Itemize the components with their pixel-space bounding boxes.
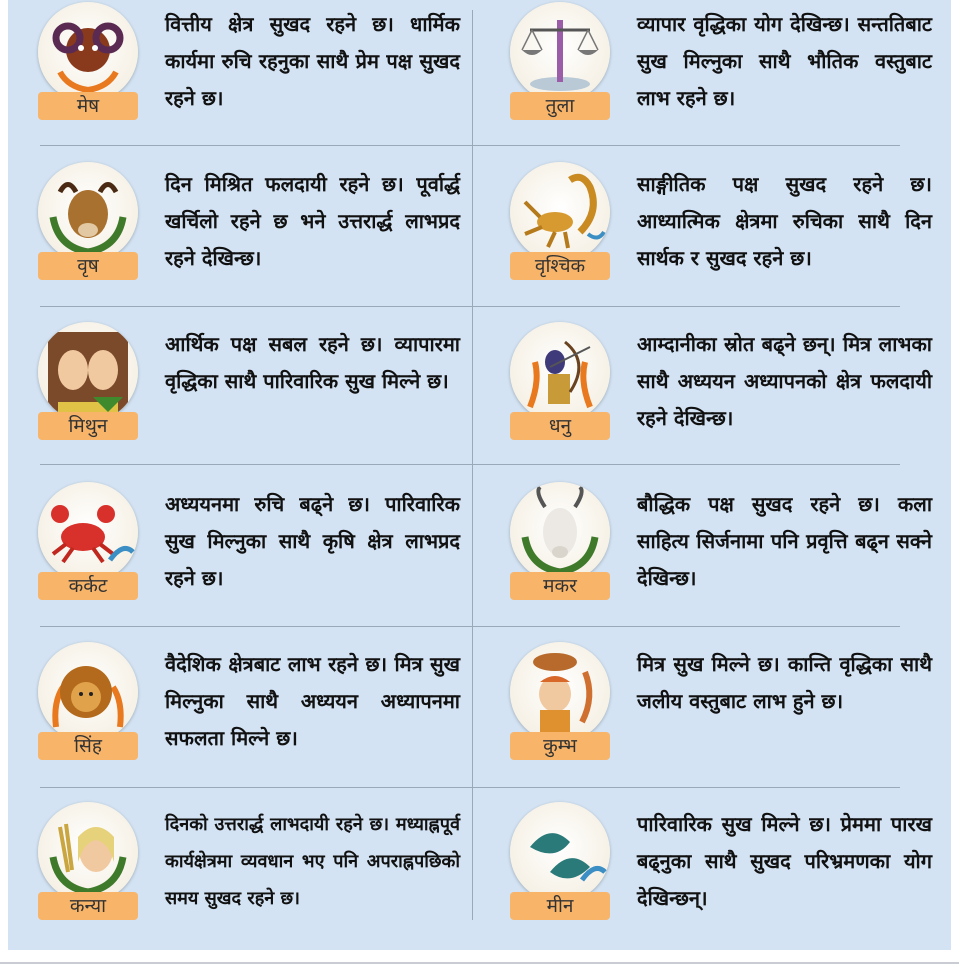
sign-name: मेष [38, 92, 138, 120]
lion-icon [38, 642, 138, 742]
sign-prediction: आर्थिक पक्ष सबल रहने छ। व्यापारमा वृद्धिका साथै पारिवारिक सुख मिल्ने छ। [165, 332, 460, 393]
bottom-rule [0, 962, 959, 964]
scorpion-icon [510, 162, 610, 262]
sign-card-vrishchik [510, 160, 930, 310]
sign-card-tula [510, 0, 930, 150]
sign-prediction: मित्र सुख मिल्ने छ। कान्ति वृद्धिका साथै जलीय वस्तुबाट लाभ हुने छ। [637, 652, 932, 713]
archer-icon [510, 322, 610, 422]
sign-card-simha [38, 640, 458, 790]
sign-prediction: पारिवारिक सुख मिल्ने छ। प्रेममा पारख बढ्नुका साथै सुखद परिभ्रमणका योग देखिन्छन्। [637, 812, 932, 910]
sign-prediction: दिनको उत्तरार्द्ध लाभदायी रहने छ। मध्याह्नपूर्व कार्यक्षेत्रमा व्यवधान भए पनि अपराह्नपछिको समय सुखद रहने छ। [165, 814, 460, 909]
sign-name: सिंह [38, 732, 138, 760]
sign-name: मीन [510, 892, 610, 920]
sign-prediction: आम्दानीका स्रोत बढ्ने छन्। मित्र लाभका साथै अध्ययन अध्यापनको क्षेत्र फलदायी रहने देखिन्छ। [637, 332, 932, 430]
sign-name: कन्या [38, 892, 138, 920]
sign-card-kumbha [510, 640, 930, 790]
bull-icon [38, 162, 138, 262]
sign-prediction: अध्ययनमा रुचि बढ्ने छ। पारिवारिक सुख मिल्नुका साथै कृषि क्षेत्र लाभप्रद रहने छ। [165, 492, 460, 590]
sign-card-vrish [38, 160, 458, 310]
sign-card-makar [510, 480, 930, 630]
column-divider [472, 10, 473, 920]
scales-icon [510, 2, 610, 102]
sign-name: मकर [510, 572, 610, 600]
sign-card-karkat [38, 480, 458, 630]
sign-name: वृश्चिक [510, 252, 610, 280]
sign-prediction: वैदेशिक क्षेत्रबाट लाभ रहने छ। मित्र सुख मिल्नुका साथै अध्ययन अध्यापनमा सफलता मिल्ने छ। [165, 652, 460, 750]
sign-card-mithun [38, 320, 458, 470]
twins-icon [38, 322, 138, 422]
sign-card-dhanu [510, 320, 930, 470]
sign-name: वृष [38, 252, 138, 280]
sign-prediction: साङ्गीतिक पक्ष सुखद रहने छ। आध्यात्मिक क्षेत्रमा रुचिका साथै दिन सार्थक र सुखद रहने छ। [637, 172, 932, 270]
sign-card-mesh [38, 0, 458, 150]
sign-prediction: वित्तीय क्षेत्र सुखद रहने छ। धार्मिक कार्यमा रुचि रहनुका साथै प्रेम पक्ष सुखद रहने छ। [165, 12, 460, 110]
ram-icon [38, 2, 138, 102]
sign-name: कुम्भ [510, 732, 610, 760]
fish-icon [510, 802, 610, 902]
crab-icon [38, 482, 138, 582]
sign-prediction: बौद्धिक पक्ष सुखद रहने छ। कला साहित्य सिर्जनामा पनि प्रवृत्ति बढ्न सक्ने देखिन्छ। [637, 492, 932, 590]
goat-icon [510, 482, 610, 582]
sign-name: मिथुन [38, 412, 138, 440]
sign-card-kanya [38, 800, 458, 950]
water-bearer-icon [510, 642, 610, 742]
sign-card-meen [510, 800, 930, 950]
sign-prediction: दिन मिश्रित फलदायी रहने छ। पूर्वार्द्ध खर्चिलो रहने छ भने उत्तरार्द्ध लाभप्रद रहने देखिन्छ। [165, 172, 460, 270]
sign-name: धनु [510, 412, 610, 440]
maiden-icon [38, 802, 138, 902]
sign-name: तुला [510, 92, 610, 120]
sign-name: कर्कट [38, 572, 138, 600]
sign-prediction: व्यापार वृद्धिका योग देखिन्छ। सन्ततिबाट सुख मिल्नुका साथै भौतिक वस्तुबाट लाभ रहने छ। [637, 12, 932, 110]
